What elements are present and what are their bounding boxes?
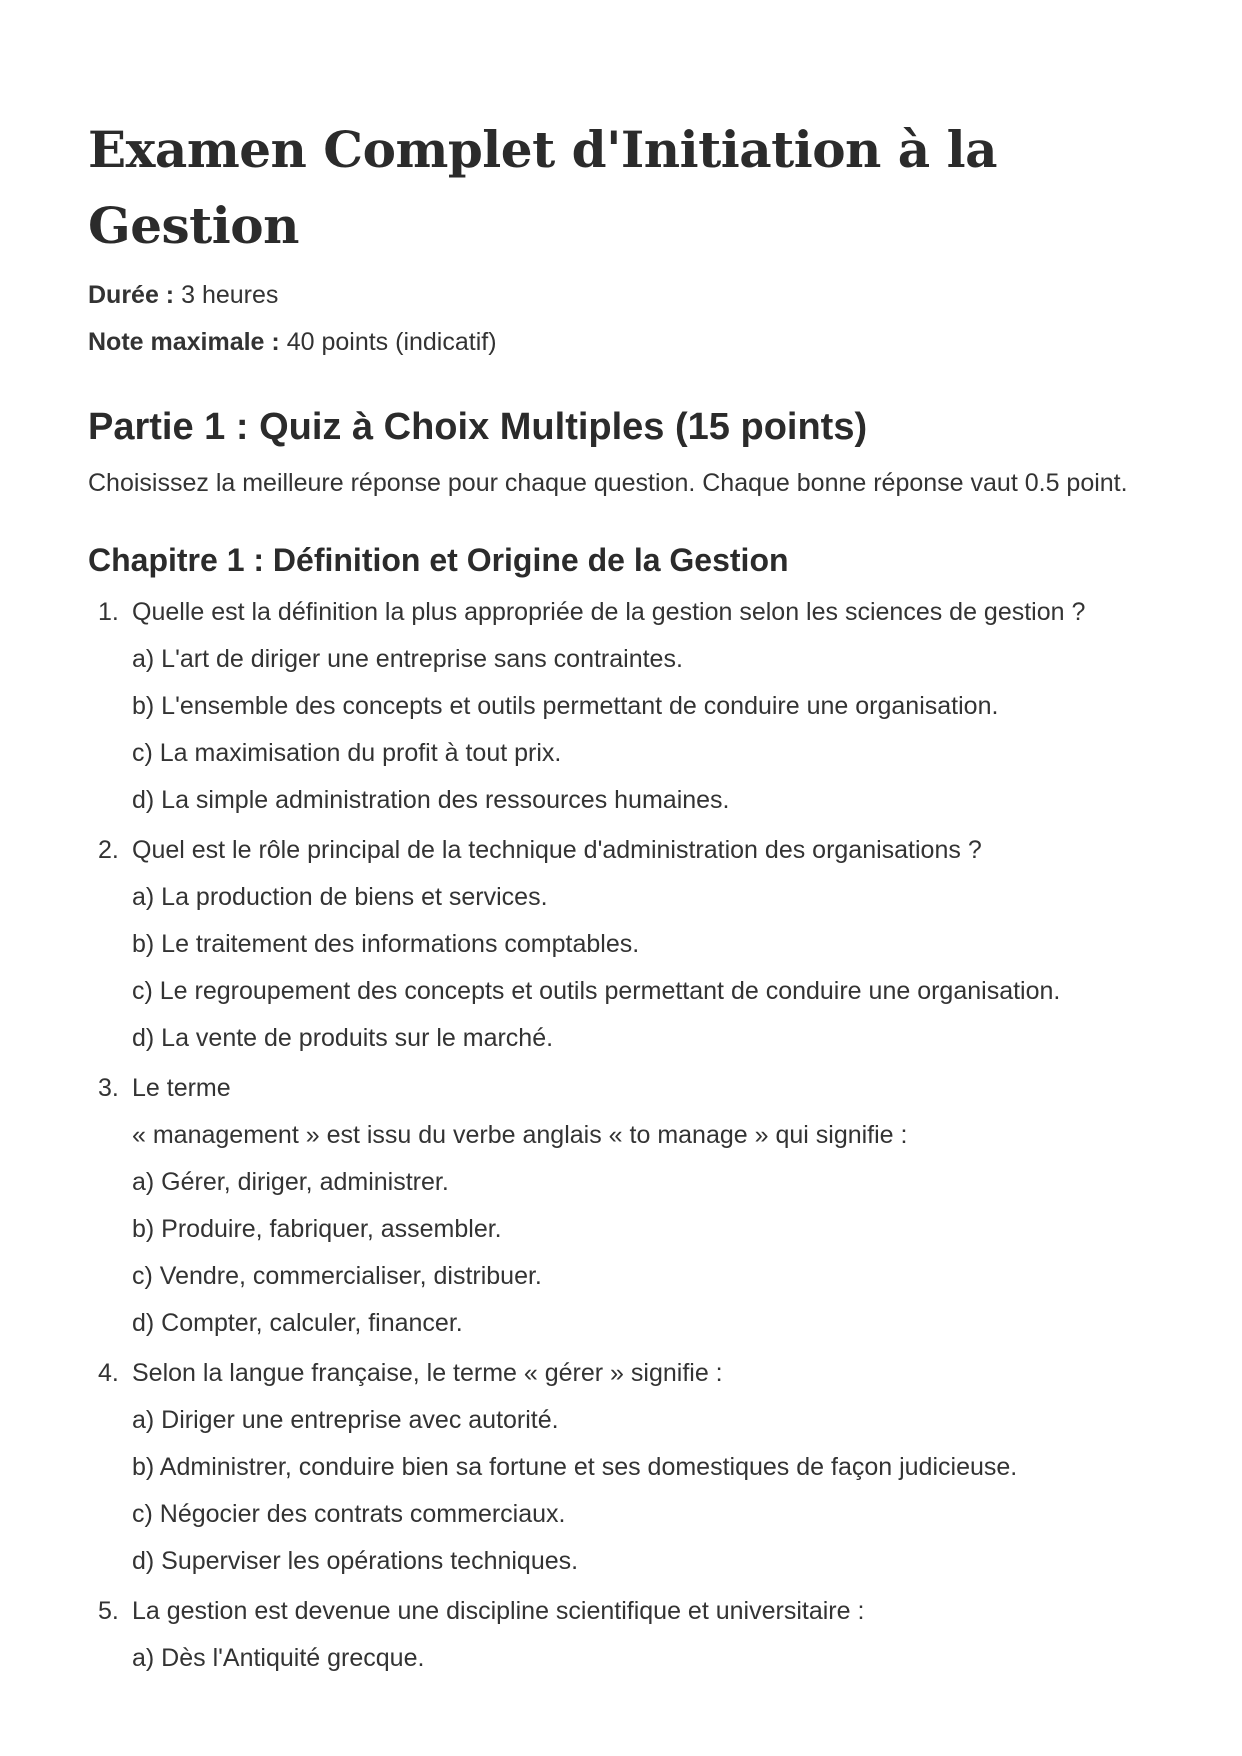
question-number: 1. xyxy=(98,598,119,626)
question-text: Quel est le rôle principal de la technique d'administration des organisations ? xyxy=(132,836,982,864)
answer-option: c) Vendre, commercialiser, distribuer. xyxy=(132,1262,542,1290)
answer-option: b) Produire, fabriquer, assembler. xyxy=(132,1215,502,1243)
duration-value: 3 heures xyxy=(181,281,279,309)
page-title: Examen Complet d'Initiation à la Gestion xyxy=(88,120,997,255)
max-score-label: Note maximale : xyxy=(88,328,280,356)
question-item xyxy=(88,1588,1154,1682)
max-score-value: 40 points (indicatif) xyxy=(286,328,497,356)
question-number: 2. xyxy=(98,836,119,864)
max-score-line xyxy=(88,319,1154,366)
question-item xyxy=(88,827,1154,1062)
chapter-1-title: Chapitre 1 : Définition et Origine de la Gestion xyxy=(88,542,789,578)
question-item xyxy=(88,1065,1154,1347)
answer-option: a) Gérer, diriger, administrer. xyxy=(132,1168,449,1196)
question-number: 5. xyxy=(98,1597,119,1625)
answer-option: b) Administrer, conduire bien sa fortune et ses domestiques de façon judicieuse. xyxy=(132,1453,1018,1481)
answer-option: a) Dès l'Antiquité grecque. xyxy=(132,1644,425,1672)
answer-option: a) L'art de diriger une entreprise sans contraintes. xyxy=(132,645,683,673)
answer-option: c) La maximisation du profit à tout prix. xyxy=(132,739,562,767)
question-text: Le terme xyxy=(132,1074,231,1102)
question-number: 4. xyxy=(98,1359,119,1387)
answer-option: b) Le traitement des informations comptables. xyxy=(132,930,640,958)
answer-option: c) Le regroupement des concepts et outils permettant de conduire une organisation. xyxy=(132,977,1061,1005)
part-1-title: Partie 1 : Quiz à Choix Multiples (15 points) xyxy=(88,406,868,448)
document-page xyxy=(88,112,1154,1685)
question-item xyxy=(88,589,1154,824)
answer-option: d) La vente de produits sur le marché. xyxy=(132,1024,554,1052)
answer-option: d) Superviser les opérations techniques. xyxy=(132,1547,579,1575)
question-item xyxy=(88,1350,1154,1585)
answer-option: c) Négocier des contrats commerciaux. xyxy=(132,1500,566,1528)
question-text: Selon la langue française, le terme « gérer » signifie : xyxy=(132,1359,723,1387)
answer-option: a) La production de biens et services. xyxy=(132,883,548,911)
answer-option: d) Compter, calculer, financer. xyxy=(132,1309,463,1337)
question-number: 3. xyxy=(98,1074,119,1102)
answer-option: d) La simple administration des ressources humaines. xyxy=(132,786,730,814)
duration-line xyxy=(88,272,1154,319)
answer-option: a) Diriger une entreprise avec autorité. xyxy=(132,1406,559,1434)
part-1-instructions: Choisissez la meilleure réponse pour chaque question. Chaque bonne réponse vaut 0.5 point. xyxy=(88,469,1128,497)
answer-option: b) L'ensemble des concepts et outils permettant de conduire une organisation. xyxy=(132,692,999,720)
question-text: La gestion est devenue une discipline scientifique et universitaire : xyxy=(132,1597,865,1625)
duration-label: Durée : xyxy=(88,281,175,309)
question-text: Quelle est la définition la plus appropriée de la gestion selon les sciences de gestion ? xyxy=(132,598,1086,626)
question-text: « management » est issu du verbe anglais « to manage » qui signifie : xyxy=(132,1121,908,1149)
question-list xyxy=(88,589,1154,1682)
